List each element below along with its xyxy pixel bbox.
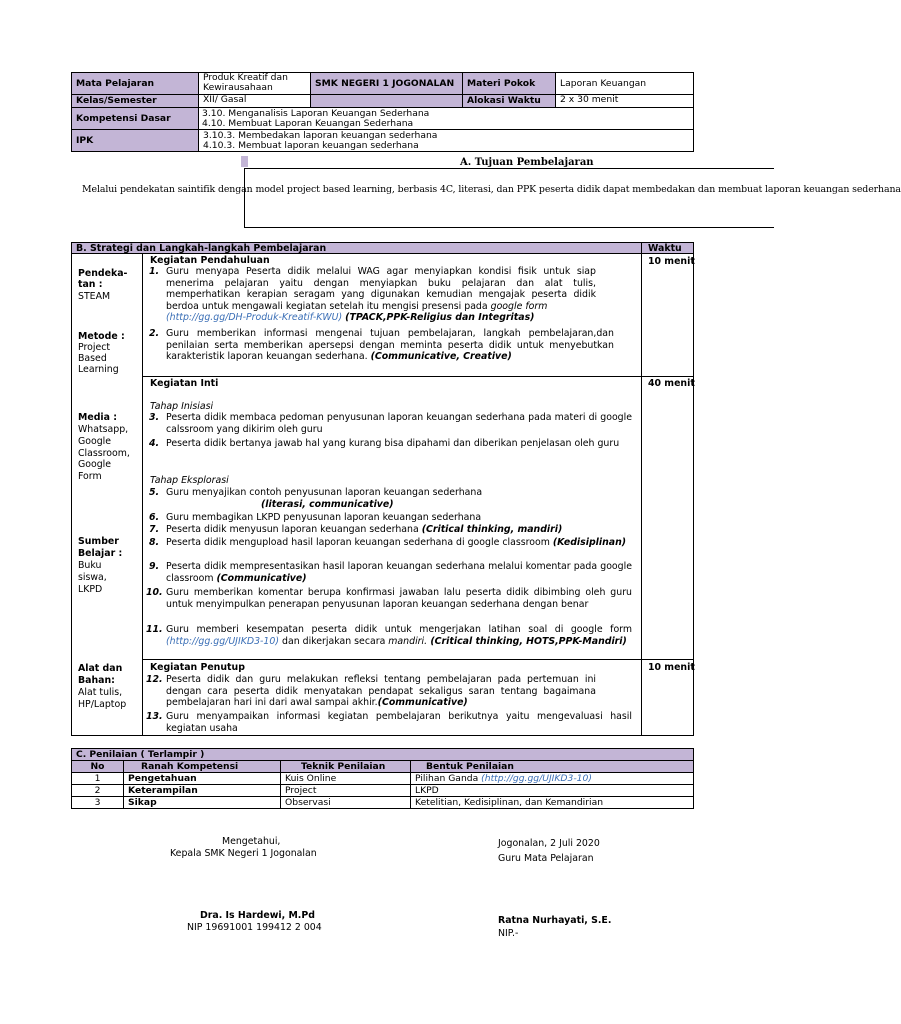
pendekatan-value: STEAM [78, 291, 111, 302]
alat-value: Alat tulis, HP/Laptop [78, 687, 127, 710]
list-item: 7. Peserta didik menyusun laporan keuangan sederhana (Critical thinking, mandiri) [149, 524, 563, 535]
list-item: 4. Peserta didik bertanya jawab hal yang kurang bisa dipahami dan diberikan penjelasan oleh guru [149, 438, 620, 449]
table-row: 1 Pengetahuan Kuis Online Pilihan Ganda (http://gg.gg/UJIKD3-10) [72, 773, 694, 785]
column-header: Teknik Penilaian [281, 761, 411, 773]
sumber-label: Sumber Belajar : [78, 536, 123, 559]
mapel-value: Produk Kreatif dan Kewirausahaan [199, 73, 311, 95]
school-name: SMK NEGERI 1 JOGONALAN [311, 73, 463, 95]
list-item: 12. Peserta didik dan guru melakukan refleksi tentang pembelajaran pada pertemuan ini dengan cara peserta didik menyatakan pendapat sekaligus saran tentang bagaimana pembelajaran hari ini dari awal sampai akhir.(Communicative) [146, 674, 596, 709]
waktu-pendahuluan: 10 menit [648, 256, 695, 267]
pendahuluan-title: Kegiatan Pendahuluan [150, 255, 270, 266]
kd-label: Kompetensi Dasar [72, 108, 199, 130]
list-item: 5. Guru menyajikan contoh penyusunan laporan keuangan sederhana (literasi, communicative) [149, 487, 483, 510]
sumber-value: Buku siswa, LKPD [78, 560, 107, 595]
column-header: Ranah Kompetensi [124, 761, 281, 773]
kelas-value: XII/ Gasal [199, 95, 311, 108]
waktu-header: Waktu [648, 243, 682, 254]
alokasi-value: 2 x 30 menit [556, 95, 694, 108]
column-header: No [72, 761, 124, 773]
inti-title: Kegiatan Inti [150, 378, 219, 389]
list-item: 11. Guru memberi kesempatan peserta didik untuk mengerjakan latihan soal di google form (http://gg.gg/UJIKD3-10) dan dikerjakan secara mandiri. (Critical thinking, HOTS,PPK-Mandiri) [146, 624, 632, 647]
sign-right-2: Guru Mata Pelajaran [498, 853, 594, 864]
list-item: 2. Guru memberikan informasi mengenai tujuan pembelajaran, langkah pembelajaran,dan penilaian serta memberikan apersepsi dengan meminta peserta didik untuk menyebutkan karakteristik laporan keuangan sederhana. (Communicative, Creative) [149, 328, 614, 363]
materi-label: Materi Pokok [463, 73, 556, 95]
penilaian-title: C. Penilaian ( Terlampir ) [72, 749, 694, 761]
link[interactable]: (http://gg.gg/UJIKD3-10) [481, 772, 592, 784]
list-item: 10. Guru memberikan komentar berupa konfirmasi jawaban lalu peserta didik dibimbing oleh guru untuk menyimpulkan penerapan penyusunan laporan keuangan sederhana dengan benar [146, 587, 632, 610]
alat-label: Alat dan Bahan: [78, 663, 123, 686]
ipk-label: IPK [72, 130, 199, 152]
table-row: 2 Keterampilan Project LKPD [72, 785, 694, 797]
metode-label: Metode : [78, 331, 125, 342]
media-label: Media : [78, 412, 117, 423]
sign-left-1: Mengetahui, [222, 836, 281, 847]
strategi-title: B. Strategi dan Langkah-langkah Pembelajaran [76, 243, 327, 254]
materi-value: Laporan Keuangan [556, 73, 694, 95]
sign-left-2: Kepala SMK Negeri 1 Jogonalan [170, 848, 317, 859]
sign-left-name: Dra. Is Hardewi, M.Pd [200, 910, 315, 921]
metode-value: Project Based Learning [78, 342, 119, 375]
list-item: 3. Peserta didik membaca pedoman penyusunan laporan keuangan sederhana pada materi di google calssroom yang dikirim oleh guru [149, 412, 632, 435]
list-item: 1. Guru menyapa Peserta didik melalui WAG agar menyiapkan kondisi fisik untuk siap menerima pelajaran yaitu dengan menyiapkan buku pelajaran dan alat tulis, memperhatikan kerapian seragam yang digunakan kemudian mengajak peserta didik berdoa untuk mengawali kegiatan setelah itu mengisi presensi pada google form (http://gg.gg/DH-Produk-Kreatif-KWU) (TPACK,PPK-Religius dan Integritas) [149, 266, 596, 324]
list-item: 13. Guru menyampaikan informasi kegiatan pembelajaran berikutnya yaitu mengevaluasi hasil kegiatan usaha [146, 711, 632, 734]
tahap-inisiasi: Tahap Inisiasi [150, 401, 214, 412]
pendekatan-label: Pendeka- tan : [78, 268, 128, 290]
waktu-inti: 40 menit [648, 378, 695, 389]
penilaian-table [71, 748, 694, 809]
ipk-item: 3.10.3. Membedakan laporan keuangan sederhana [203, 129, 438, 141]
list-item: 6. Guru membagikan LKPD penyusunan laporan keuangan sederhana [149, 512, 482, 523]
tujuan-marker [241, 156, 248, 167]
identity-table [71, 72, 694, 152]
tujuan-title: A. Tujuan Pembelajaran [460, 157, 594, 168]
tujuan-box [244, 168, 774, 228]
penutup-title: Kegiatan Penutup [150, 662, 245, 673]
sign-right-name: Ratna Nurhayati, S.E. [498, 915, 612, 926]
mapel-label: Mata Pelajaran [72, 73, 199, 95]
media-value: Whatsapp, Google Classroom, Google Form [78, 424, 130, 483]
sign-right-nip: NIP.- [498, 928, 519, 939]
waktu-penutup: 10 menit [648, 662, 695, 673]
ipk-item: 4.10.3. Membuat laporan keuangan sederhana [203, 139, 419, 151]
kd-item: 3.10. Menganalisis Laporan Keuangan Sederhana [202, 107, 430, 119]
list-item: 8. Peserta didik mengupload hasil laporan keuangan sederhana di google classroom (Kedisiplinan) [149, 537, 627, 548]
list-item: 9. Peserta didik mempresentasikan hasil laporan keuangan sederhana melalui komentar pada google classroom (Communicative) [149, 561, 632, 584]
kd-item: 4.10. Membuat Laporan Keuangan Sederhana [202, 117, 414, 129]
tahap-eksplorasi: Tahap Eksplorasi [150, 475, 229, 486]
sign-left-nip: NIP 19691001 199412 2 004 [187, 922, 322, 933]
sign-right-1: Jogonalan, 2 Juli 2020 [498, 838, 600, 849]
alokasi-label: Alokasi Waktu [463, 95, 556, 108]
kelas-label: Kelas/Semester [72, 95, 199, 108]
tujuan-text: Melalui pendekatan saintifik dengan model project based learning, berbasis 4C, literasi, dan PPK peserta didik dapat membedakan dan membuat laporan keuangan sederhana [82, 184, 901, 195]
column-header: Bentuk Penilaian [411, 761, 694, 773]
table-row: 3 Sikap Observasi Ketelitian, Kedisiplinan, dan Kemandirian [72, 797, 694, 809]
